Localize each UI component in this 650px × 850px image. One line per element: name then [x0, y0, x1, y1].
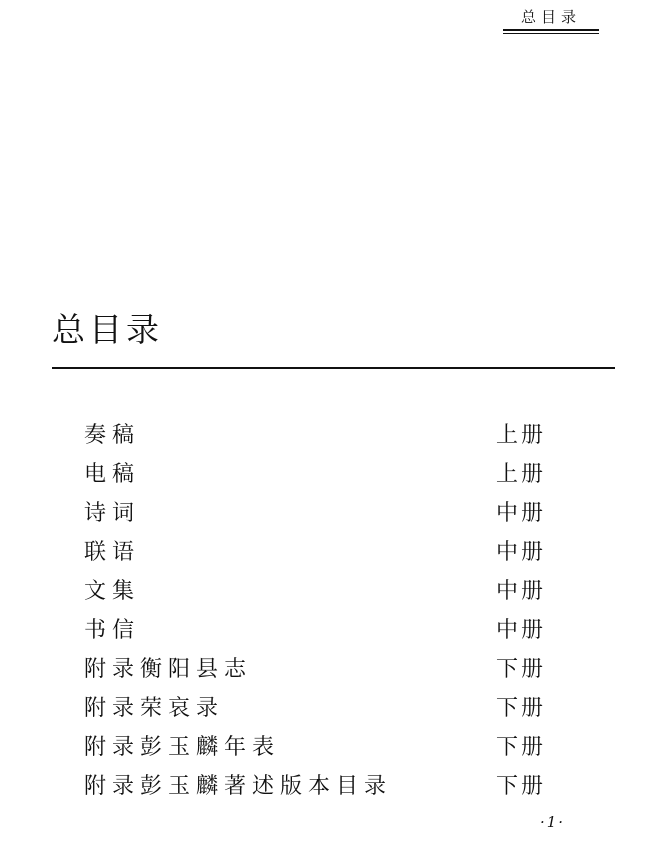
- toc-entry[interactable]: [84, 767, 564, 806]
- toc-entry-title: 电稿: [84, 462, 141, 487]
- toc-entry[interactable]: [84, 689, 564, 728]
- toc-entry[interactable]: [84, 611, 564, 650]
- toc-entry-title: 附录彭玉麟年表: [84, 735, 281, 760]
- toc-entry-volume: 上册: [496, 423, 547, 448]
- toc-entry-title: 书信: [84, 618, 141, 643]
- toc-entry-title: 诗词: [84, 501, 141, 526]
- toc-entry-title: 附录衡阳县志: [84, 657, 253, 682]
- toc-entry[interactable]: [84, 650, 564, 689]
- toc-entry[interactable]: [84, 416, 564, 455]
- toc-entry-volume: 中册: [496, 540, 547, 565]
- toc-entry-title: 奏稿: [84, 423, 141, 448]
- toc-entry-volume: 下册: [496, 735, 547, 760]
- toc-entry-volume: 中册: [496, 501, 547, 526]
- toc-entry-title: 联语: [84, 540, 141, 565]
- page-title: 总目录: [52, 310, 163, 349]
- toc-entry-volume: 下册: [496, 696, 547, 721]
- header-rule: [503, 29, 599, 34]
- toc-list: [84, 416, 564, 806]
- running-header: 总目录: [520, 8, 581, 26]
- toc-entry[interactable]: [84, 728, 564, 767]
- toc-entry-volume: 下册: [496, 774, 547, 799]
- toc-entry-volume: 下册: [496, 657, 547, 682]
- toc-entry-volume: 上册: [496, 462, 547, 487]
- toc-entry-title: 附录荣哀录: [84, 696, 225, 721]
- title-rule: [52, 367, 615, 369]
- page-number: ·1·: [540, 813, 566, 831]
- toc-entry[interactable]: [84, 455, 564, 494]
- toc-entry-title: 文集: [84, 579, 141, 604]
- toc-entry-volume: 中册: [496, 618, 547, 643]
- toc-entry[interactable]: [84, 494, 564, 533]
- toc-entry[interactable]: [84, 533, 564, 572]
- toc-entry-title: 附录彭玉麟著述版本目录: [84, 774, 393, 799]
- toc-entry-volume: 中册: [496, 579, 547, 604]
- toc-entry[interactable]: [84, 572, 564, 611]
